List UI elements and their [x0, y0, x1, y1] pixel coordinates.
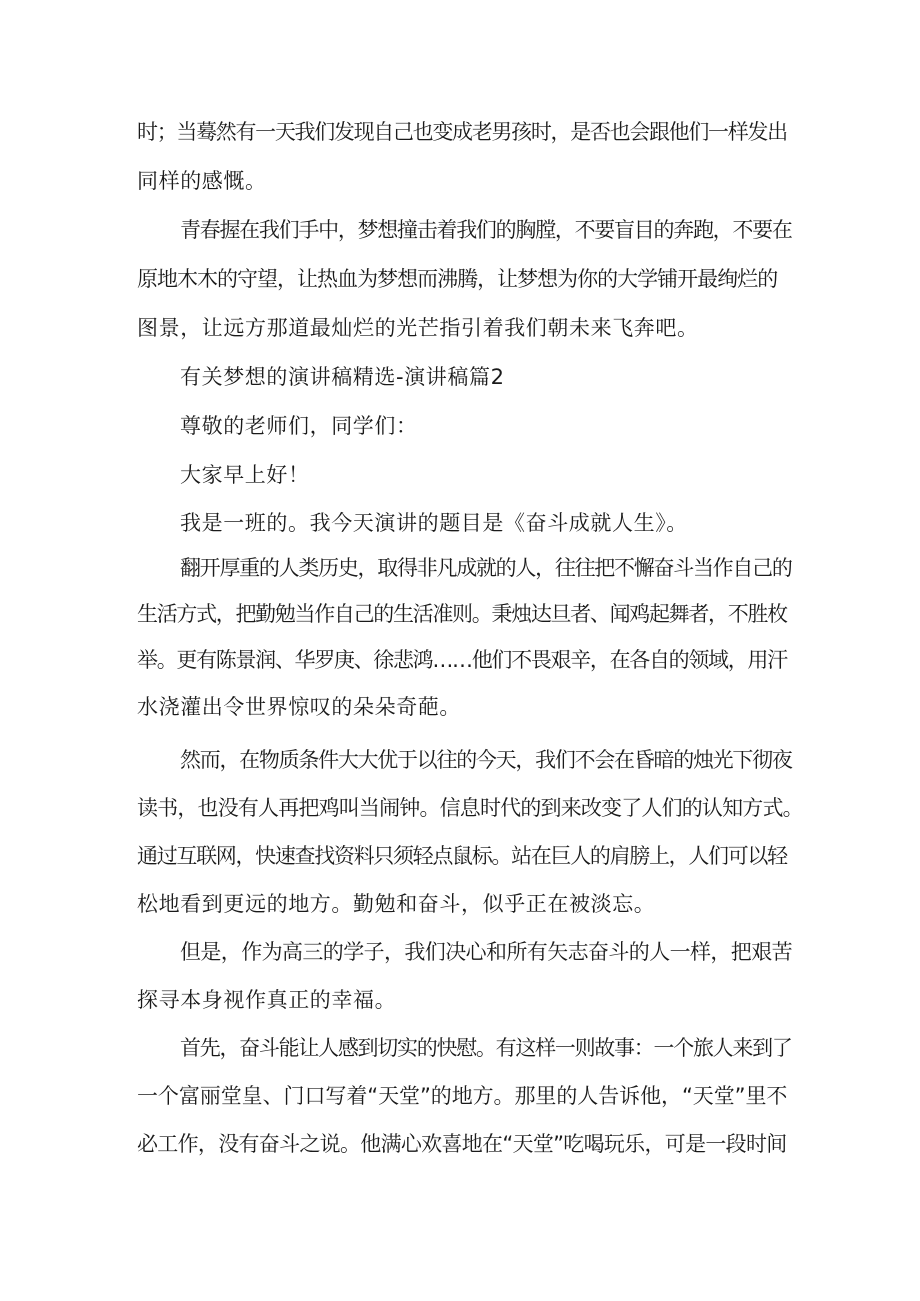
- text-line: 我是一班的。我今天演讲的题目是《奋斗成就人生》。: [180, 511, 688, 535]
- text-line: 然而，在物质条件大大优于以往的今天，我们不会在昏暗的烛光下彻夜: [180, 748, 792, 772]
- greeting: 大家早上好！: [180, 463, 310, 487]
- salutation: 尊敬的老师们，同学们：: [180, 414, 418, 438]
- text-line: 通过互联网，快速查找资料只须轻点鼠标。站在巨人的肩膀上，人们可以轻: [137, 844, 787, 868]
- text-line: 时；当蓦然有一天我们发现自己也变成老男孩时，是否也会跟他们一样发出: [137, 120, 787, 144]
- text-line: 必工作，没有奋斗之说。他满心欢喜地在“天堂”吃喝玩乐，可是一段时间: [137, 1132, 787, 1156]
- text-line: 举。更有陈景润、华罗庚、徐悲鸿……他们不畏艰辛，在各自的领域，用汗: [137, 648, 787, 672]
- text-line: 生活方式，把勤勉当作自己的生活准则。秉烛达旦者、闻鸡起舞者，不胜枚: [137, 602, 787, 626]
- text-line: 青春握在我们手中，梦想撞击着我们的胸膛，不要盲目的奔跑，不要在: [180, 218, 792, 242]
- section-heading: 有关梦想的演讲稿精选-演讲稿篇2: [180, 365, 505, 389]
- text-line: 水浇灌出令世界惊叹的朵朵奇葩。: [137, 695, 461, 719]
- text-line: 首先，奋斗能让人感到切实的快慰。有这样一则故事：一个旅人来到了: [180, 1036, 792, 1060]
- text-line: 松地看到更远的地方。勤勉和奋斗，似乎正在被淡忘。: [137, 892, 656, 916]
- text-line: 读书，也没有人再把鸡叫当闹钟。信息时代的到来改变了人们的认知方式。: [137, 796, 803, 820]
- text-line: 图景，让远方那道最灿烂的光芒指引着我们朝未来飞奔吧。: [137, 316, 699, 340]
- text-line: 同样的感慨。: [137, 169, 267, 193]
- text-line: 一个富丽堂皇、门口写着“天堂”的地方。那里的人告诉他，“天堂”里不: [137, 1084, 788, 1108]
- text-line: 但是，作为高三的学子，我们决心和所有矢志奋斗的人一样，把艰苦: [180, 940, 792, 964]
- text-line: 原地木木的守望，让热血为梦想而沸腾，让梦想为你的大学铺开最绚烂的: [137, 267, 778, 291]
- text-line: 翻开厚重的人类历史，取得非凡成就的人，往往把不懈奋斗当作自己的: [180, 556, 792, 580]
- text-line: 探寻本身视作真正的幸福。: [137, 988, 397, 1012]
